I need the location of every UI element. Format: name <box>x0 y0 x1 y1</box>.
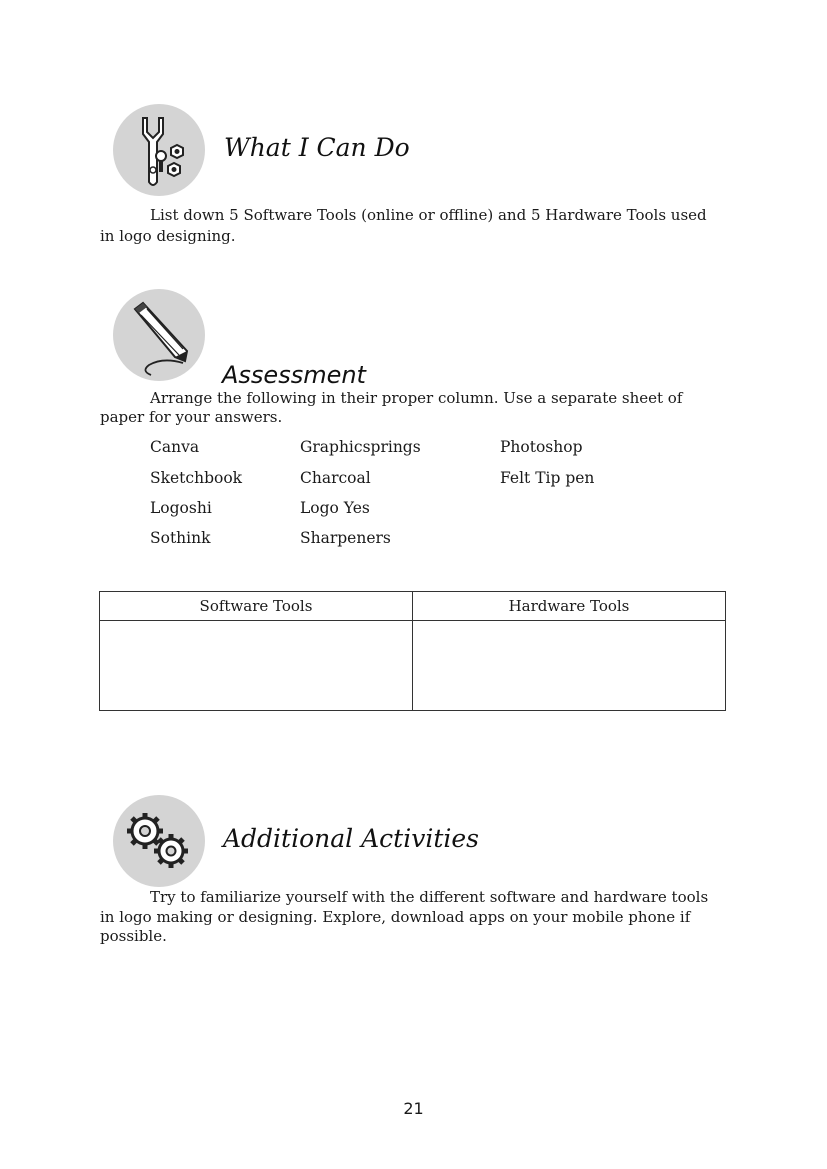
table-header-software: Software Tools <box>100 592 413 621</box>
table-row <box>100 621 726 711</box>
answer-table <box>99 591 726 711</box>
word-item: Sothink <box>150 529 211 547</box>
table-cell-software <box>100 621 413 711</box>
word-item: Logoshi <box>150 499 212 517</box>
word-item: Logo Yes <box>300 499 370 517</box>
section-title-assessment: Assessment <box>222 361 366 389</box>
word-item: Felt Tip pen <box>500 469 595 487</box>
word-item: Charcoal <box>300 469 371 487</box>
word-item: Sketchbook <box>150 469 243 487</box>
tools-icon <box>113 104 205 196</box>
page-number: 21 <box>403 1099 424 1118</box>
word-item: Sharpeners <box>300 529 391 547</box>
section-text-assessment: Arrange the following in their proper column. Use a separate sheet of paper for your answers. <box>100 389 683 426</box>
section-text-what-i-can-do: List down 5 Software Tools (online or offline) and 5 Hardware Tools used in logo designing. <box>100 206 707 245</box>
gears-icon <box>113 795 205 887</box>
word-item: Canva <box>150 438 200 456</box>
word-item: Photoshop <box>500 438 583 456</box>
section-title-additional-activities: Additional Activities <box>223 824 479 853</box>
table-header-hardware: Hardware Tools <box>413 592 726 621</box>
section-text-additional-activities: Try to familiarize yourself with the different software and hardware tools in logo making or designing. Explore, download apps on your mobile phone if possible. <box>100 888 709 945</box>
pencil-icon <box>113 289 205 381</box>
word-item: Graphicsprings <box>300 438 421 456</box>
section-title-what-i-can-do: What I Can Do <box>224 133 410 162</box>
table-cell-hardware <box>413 621 726 711</box>
table-header-row <box>100 592 726 621</box>
